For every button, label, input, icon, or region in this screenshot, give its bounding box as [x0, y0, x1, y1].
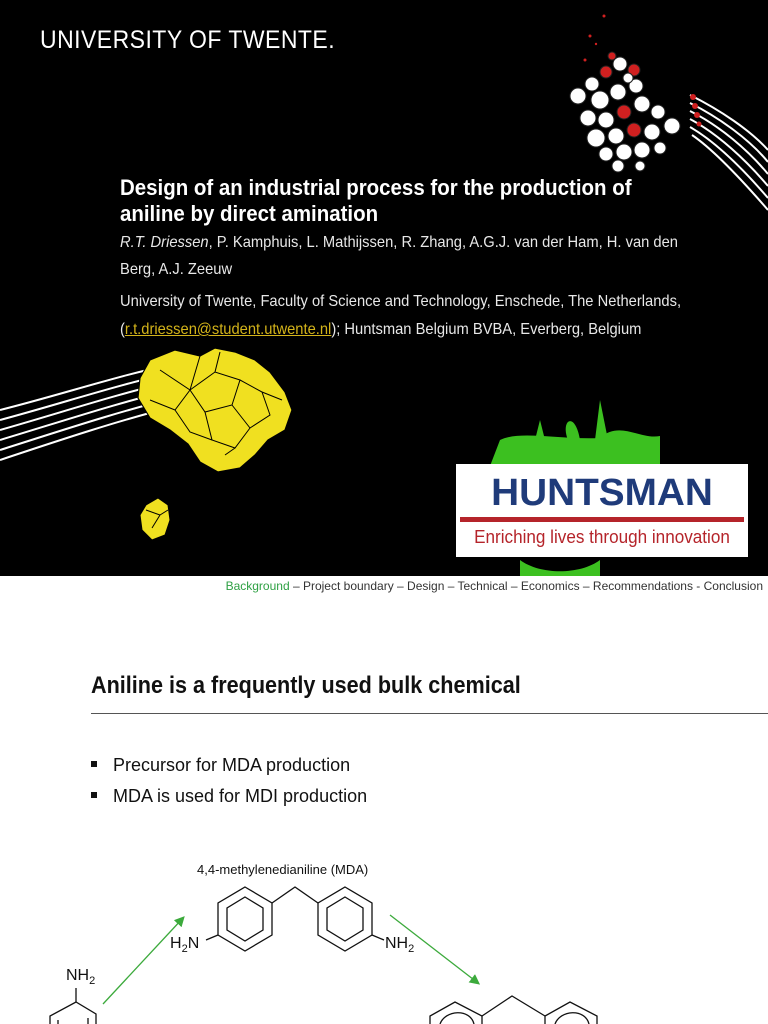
title-line-1: Design of an industrial process for the production of — [120, 175, 632, 200]
huntsman-red-rule — [460, 517, 744, 522]
mda-nh2-label: $NH_2$ — [385, 935, 415, 955]
mda-h2n-label: $H_2N$ — [170, 935, 200, 955]
presentation-title — [120, 175, 697, 227]
mda-label: 4,4-methylenedianiline (MDA) — [197, 862, 369, 877]
bullet-text: Precursor for MDA production — [113, 755, 351, 775]
mda-structure — [206, 887, 384, 951]
huntsman-wordmark: HUNTSMAN — [491, 472, 713, 514]
bubble-cluster — [570, 52, 680, 172]
bullet-text: MDA is used for MDI production — [113, 786, 368, 806]
swoosh-lines-right — [690, 95, 768, 210]
breadcrumb-rest: – Project boundary – Design – Technical – Economics – Recommendations - Conclusion — [289, 579, 763, 593]
huntsman-tagline: Enriching lives through innovation — [474, 527, 730, 547]
affiliation — [120, 288, 727, 344]
mdi-structure — [430, 996, 597, 1024]
paren-open: ( — [120, 321, 125, 338]
affiliation-text-2: ); Huntsman Belgium BVBA, Everberg, Belgium — [331, 321, 642, 338]
yellow-crystal-small — [140, 498, 170, 540]
aniline-nh2-label: $NH_2$ — [66, 967, 96, 987]
slide-heading: Aniline is a frequently used bulk chemical — [91, 672, 521, 699]
breadcrumb-active-item[interactable]: Background — [225, 579, 290, 593]
breadcrumb — [0, 579, 768, 593]
bullet-item — [91, 755, 350, 776]
aniline-structure — [50, 988, 96, 1024]
coauthors: , P. Kamphuis, L. Mathijssen, R. Zhang, A.G.J. van der Ham, H. van den — [208, 234, 678, 251]
bullet-square-icon — [91, 761, 97, 767]
lead-author: R.T. Driessen — [120, 234, 209, 251]
red-specks — [584, 15, 606, 62]
university-logo: UNIVERSITY OF TWENTE. — [40, 26, 336, 54]
huntsman-logo — [456, 464, 748, 557]
affiliation-text: University of Twente, Faculty of Science and Technology, Enschede, The Netherlands, — [120, 293, 682, 310]
yellow-crystal-cluster — [138, 348, 292, 472]
arrow-aniline-to-mda — [103, 918, 183, 1004]
reaction-diagram — [0, 850, 768, 1024]
coauthors-continued: Berg, A.J. Zeeuw — [120, 261, 233, 278]
bullet-item — [91, 786, 367, 807]
authors — [120, 229, 709, 283]
heading-divider — [91, 713, 768, 714]
bullet-square-icon — [91, 792, 97, 798]
author-email-link[interactable]: r.t.driessen@student.utwente.nl — [124, 321, 332, 338]
title-line-2: aniline by direct amination — [120, 201, 379, 226]
